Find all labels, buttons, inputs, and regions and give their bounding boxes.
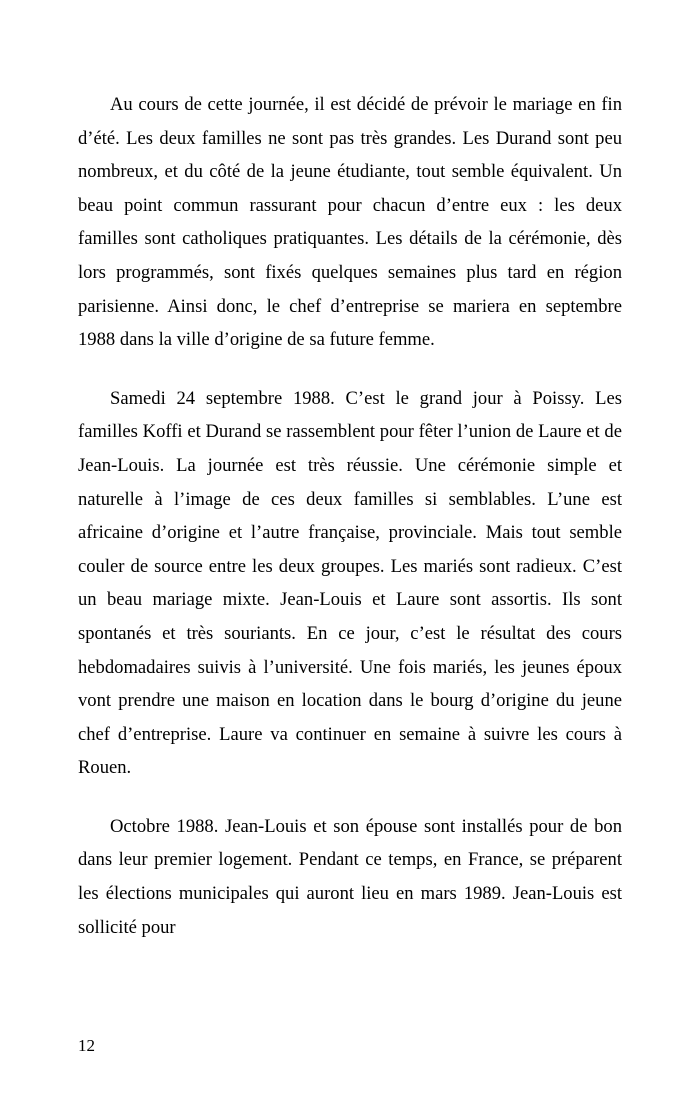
paragraph: Octobre 1988. Jean-Louis et son épouse sont installés pour de bon dans leur premier logement. Pendant ce temps, en France, se préparent les élections municipales qui auront lieu en mars 1989. Jean-Louis est sollicité pour <box>78 815 622 938</box>
paragraph: Au cours de cette journée, il est décidé de prévoir le mariage en fin d’été. Les deux familles ne sont pas très grandes. Les Durand sont peu nombreux, et du côté de la jeune étudiante, tout semble équivalent. Un beau point commun rassurant pour chacun d’entre eux : les deux familles sont catholiques pratiquantes. Les détails de la cérémonie, dès lors programmés, sont fixés quelques semaines plus tard en région parisienne. Ainsi donc, le chef d’entreprise se mariera en septembre 1988 dans la ville d’origine de sa future femme. <box>78 94 622 351</box>
paragraph: Samedi 24 septembre 1988. C’est le grand jour à Poissy. Les familles Koffi et Durand se rassemblent pour fêter l’union de Laure et de Jean-Louis. La journée est très réussie. Une cérémonie simple et naturelle à l’image de ces deux familles si semblables. L’une est africaine d’origine et l’autre française, provinciale. Mais tout semble couler de source entre les deux groupes. Les mariés sont radieux. C’est un beau mariage mixte. Jean-Louis et Laure sont assortis. Ils sont spontanés et très souriants. En ce jour, c’est le résultat des cours hebdomadaires suivis à l’université. Une fois mariés, les jeunes époux vont prendre une maison en location dans le bourg d’origine du jeune chef d’entreprise. Laure va continuer en semaine à suivre les cours à Rouen. <box>78 387 622 779</box>
page-body <box>78 88 622 944</box>
page-number: 12 <box>78 1036 95 1055</box>
